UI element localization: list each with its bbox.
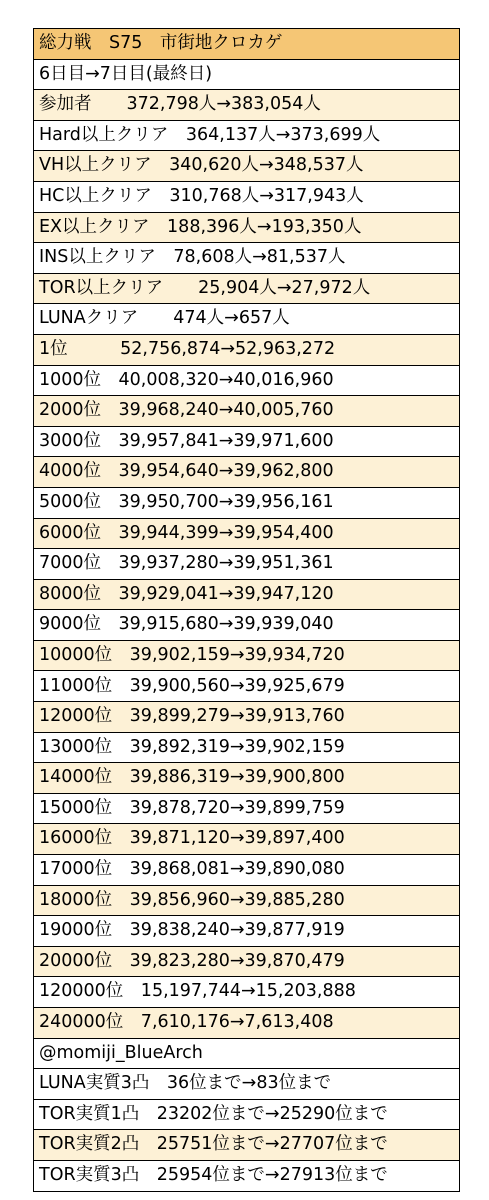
- table-cell: 1000位 40,008,320→40,016,960: [34, 365, 460, 396]
- table-row: [34, 151, 460, 182]
- table-row: [34, 518, 460, 549]
- table-cell: LUNA実質3凸 36位まで→83位まで: [34, 1069, 460, 1100]
- ranking-table-body: [34, 29, 460, 1192]
- table-row: [34, 457, 460, 488]
- ranking-table: [33, 28, 460, 1192]
- table-row: [34, 243, 460, 274]
- table-row: [34, 396, 460, 427]
- table-cell: VH以上クリア 340,620人→348,537人: [34, 151, 460, 182]
- table-row: [34, 90, 460, 121]
- table-row: [34, 549, 460, 580]
- table-row: [34, 59, 460, 90]
- table-cell: 10000位 39,902,159→39,934,720: [34, 640, 460, 671]
- table-cell: 240000位 7,610,176→7,613,408: [34, 1008, 460, 1039]
- table-row: [34, 212, 460, 243]
- table-cell: TOR実質3凸 25954位まで→27913位まで: [34, 1160, 460, 1191]
- table-cell: TOR以上クリア 25,904人→27,972人: [34, 273, 460, 304]
- table-cell: INS以上クリア 78,608人→81,537人: [34, 243, 460, 274]
- table-row: [34, 763, 460, 794]
- table-cell: 2000位 39,968,240→40,005,760: [34, 396, 460, 427]
- table-cell: 120000位 15,197,744→15,203,888: [34, 977, 460, 1008]
- table-row: [34, 732, 460, 763]
- table-row: [34, 273, 460, 304]
- table-cell: HC以上クリア 310,768人→317,943人: [34, 181, 460, 212]
- table-row: [34, 1069, 460, 1100]
- table-row: [34, 824, 460, 855]
- table-cell: @momiji_BlueArch: [34, 1038, 460, 1069]
- table-row: [34, 304, 460, 335]
- table-row: [34, 1008, 460, 1039]
- table-cell: 5000位 39,950,700→39,956,161: [34, 487, 460, 518]
- table-cell: 3000位 39,957,841→39,971,600: [34, 426, 460, 457]
- table-row: [34, 855, 460, 886]
- table-cell: 17000位 39,868,081→39,890,080: [34, 855, 460, 886]
- table-row: [34, 487, 460, 518]
- table-row: [34, 365, 460, 396]
- table-cell: 16000位 39,871,120→39,897,400: [34, 824, 460, 855]
- table-cell: 8000位 39,929,041→39,947,120: [34, 579, 460, 610]
- table-cell: Hard以上クリア 364,137人→373,699人: [34, 120, 460, 151]
- table-row: [34, 977, 460, 1008]
- table-row: [34, 1160, 460, 1191]
- table-row: [34, 702, 460, 733]
- table-cell: 1位 52,756,874→52,963,272: [34, 334, 460, 365]
- table-row: [34, 1038, 460, 1069]
- table-row: [34, 426, 460, 457]
- table-cell: 15000位 39,878,720→39,899,759: [34, 793, 460, 824]
- table-cell: 14000位 39,886,319→39,900,800: [34, 763, 460, 794]
- table-row: [34, 671, 460, 702]
- table-row: [34, 579, 460, 610]
- table-cell: 7000位 39,937,280→39,951,361: [34, 549, 460, 580]
- table-row: [34, 946, 460, 977]
- table-cell: TOR実質1凸 23202位まで→25290位まで: [34, 1099, 460, 1130]
- title-row: [34, 29, 460, 60]
- table-cell: 参加者 372,798人→383,054人: [34, 90, 460, 121]
- table-cell: 13000位 39,892,319→39,902,159: [34, 732, 460, 763]
- table-cell: 18000位 39,856,960→39,885,280: [34, 885, 460, 916]
- table-cell: 12000位 39,899,279→39,913,760: [34, 702, 460, 733]
- table-row: [34, 1099, 460, 1130]
- table-cell: TOR実質2凸 25751位まで→27707位まで: [34, 1130, 460, 1161]
- table-title: 総力戦 S75 市街地クロカゲ: [34, 29, 460, 60]
- table-row: [34, 885, 460, 916]
- table-row: [34, 793, 460, 824]
- table-cell: 20000位 39,823,280→39,870,479: [34, 946, 460, 977]
- table-row: [34, 1130, 460, 1161]
- table-cell: LUNAクリア 474人→657人: [34, 304, 460, 335]
- table-row: [34, 916, 460, 947]
- table-row: [34, 640, 460, 671]
- table-cell: 9000位 39,915,680→39,939,040: [34, 610, 460, 641]
- table-cell: 11000位 39,900,560→39,925,679: [34, 671, 460, 702]
- table-cell: 19000位 39,838,240→39,877,919: [34, 916, 460, 947]
- table-row: [34, 334, 460, 365]
- table-cell: EX以上クリア 188,396人→193,350人: [34, 212, 460, 243]
- table-row: [34, 610, 460, 641]
- table-cell: 6000位 39,944,399→39,954,400: [34, 518, 460, 549]
- table-row: [34, 181, 460, 212]
- table-row: [34, 120, 460, 151]
- table-cell: 6日目→7日目(最終日): [34, 59, 460, 90]
- table-cell: 4000位 39,954,640→39,962,800: [34, 457, 460, 488]
